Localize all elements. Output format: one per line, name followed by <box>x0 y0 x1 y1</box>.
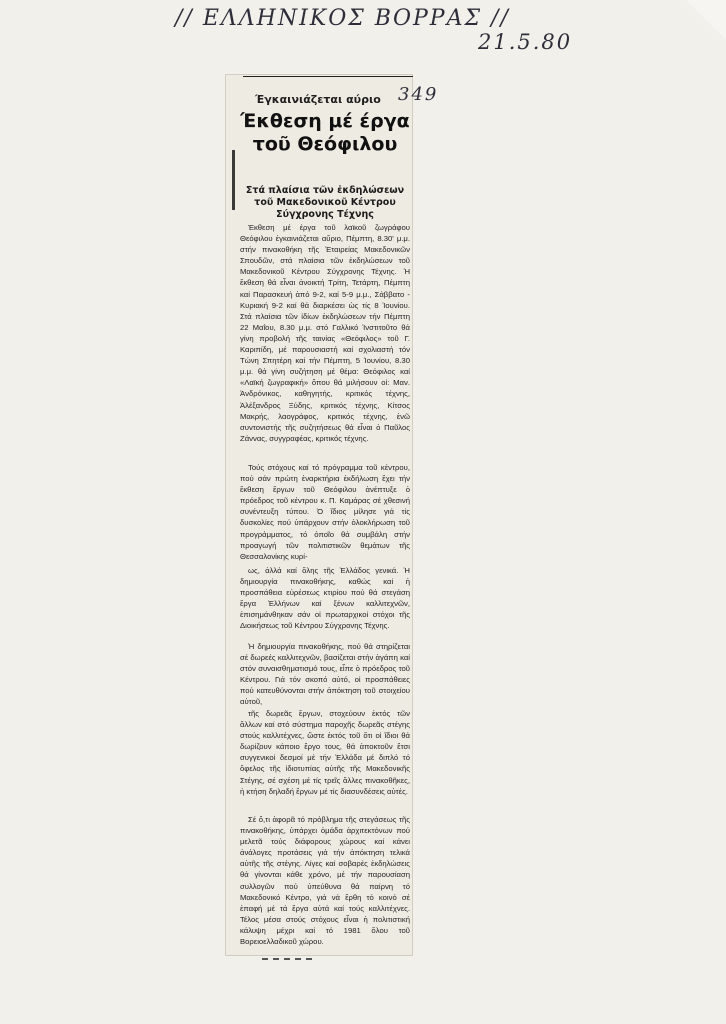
article-headline: Έκθεση μέ έργα τοῦ Θεόφιλου <box>240 110 410 155</box>
article-kicker: Έγκαινιάζεται αύριο <box>255 93 381 106</box>
article-subhead: Στά πλαίσια τῶν ἐκδηλώσεων τοῦ Μακεδονικοῦ Κέντρου Σύγχρονης Τέχνης <box>245 185 405 220</box>
article-paragraph: τῆς δωρεᾶς ἔργων, στοχεύουν ἐκτός τῶν ἄλλων καί στό σύστημα παροχῆς δωρεᾶς στέγης στούς καλλιτέχνες, ὥστε ἐκτός τοῦ ὅτι οἱ ἴδιοι θά δωρίζουν κάποιο ἔργο τους, θά ἀποκτοῦν ἔτσι συγγενικοί δεσμοί μέ τήν Ἑλλάδα μέ διπλό τό ὄφελος τῆς ἰδιοτυπίας αὐτῆς τῆς Μακεδονικῆς Στέγης, σέ σχέση μέ τίς τρεῖς ἄλλες πινακοθῆκες, ἡ κτήση δηλαδή ἔργων μέ τίς διασυνδέσεις αὐτές. <box>240 709 410 796</box>
handwritten-date: 21.5.80 <box>478 30 573 54</box>
clipping-top-rule <box>243 76 413 77</box>
article-paragraph: Ἡ δημιουργία πινακοθήκης, πού θά στηρίζεται σέ δωρεές καλλιτεχνῶν, βασίζεται στήν ἀγάπη καί στόν συναισθηματισμό τους, εἶπε ὁ πρόεδρος τοῦ Κέντρου. Γιά τόν σκοπό αὐτό, οἱ προσπάθειες πού κατευθύνονται στήν ἀπόκτηση τοῦ στοιχείου αὐτοῦ, <box>240 642 410 707</box>
article-paragraph: Σέ ὅ,τι ἀφορᾶ τό πρόβλημα τῆς στεγάσεως τῆς πινακοθήκης, ὑπάρχει ὁμάδα ἀρχιτεκτόνων πού μελετᾶ τούς διάφορους χώρους καί κάνει ἀνάλογες προτάσεις γιά τήν ἀπόκτηση τελικά αὐτῆς τῆς στέγης. Λίγες καί σοβαρές ἐκδηλώσεις θά γίνονται κάθε χρόνο, μέ τήν παρουσίαση συλλογῶν πού ὑπεύθυνα θά παίρνη τό Μακεδονικό Κέντρο, γιά νά ἔρθη τό κοινό σέ ἐπαφή μέ τά ἔργα αὐτά καί τούς καλλιτέχνες. Τέλος μέσα στούς στόχους εἶναι ἡ πολιτιστική κάλυψη μέχρι καί τό 1981 ὅλου τοῦ Βορειοελλαδικοῦ χώρου. <box>240 815 410 947</box>
clipping-side-rule <box>232 150 235 210</box>
article-paragraph: Έκθεση μέ έργα τοῦ λαϊκοῦ ζωγράφου Θεόφιλου ἐγκαινιάζεται αὔριο, Πέμπτη, 8.30' μ.μ. στήν πινακοθήκη τῆς Ἑταιρείας Μακεδονικῶν Σπουδῶν, στά πλαίσια τῶν ἐκδηλώσεων τοῦ Μακεδονικοῦ Κέντρου Σύγχρονης Τέχνης. Ἡ ἔκθεση θά εἶναι ἀνοικτή Τρίτη, Τετάρτη, Πέμπτη καί Παρασκευή ἀπό 9-2, καί 5-9 μ.μ., Σάββατο - Κυριακή 9-2 καί θά διαρκέσει ὡς τίς 8 Ἰουνίου. Στά πλαίσια τῶν ἰδίων ἐκδηλώσεων τήν Πέμπτη 22 Μαΐου, 8.30 μ.μ. στό Γαλλικό Ἰνστιτοῦτο θά γίνη προβολή τῆς ταινίας «Θεόφιλος» τοῦ Γ. Καριπίδη, μέ παρουσιαστή καί σχολιαστή τόν Τώνη Σπητέρη καί τήν Πέμπτη, 5 Ἰουνίου, 8.30 μ.μ. θά γίνη συζήτηση μέ θέμα: Θεόφιλος καί «Λαϊκή ζωγραφική» ὅπου θά μιλήσουν οἱ: Μαν. Ἀνδρόνικος, καθηγητής, κριτικός τέχνης, Ἀλέξανδρος Ξύδης, κριτικός τέχνης, Κίτσος Μακρής, λαογράφος, κριτικός τέχνης, ἐνῶ συντονιστής τῆς συζητήσεως θά εἶναι ὁ Παῦλος Ζάννας, συγγραφέας, κριτικός τέχνης. <box>240 223 410 443</box>
article-paragraph: ως, ἀλλά καί ὅλης τῆς Ἑλλάδος γενικά. Ἡ δημιουργία πινακοθήκης, καθώς καί ἡ προσπάθεια εὑρέσεως κτιρίου πού θά στεγάση ἔργα Ἑλλήνων καί ξένων καλλιτεχνῶν, ἐπισημάνθηκαν σάν οἱ πρωταρχικοί στόχοι τῆς Διοικήσεως τοῦ Κέντρου Σύγχρονης Τέχνης. <box>240 566 410 631</box>
folded-corner <box>686 0 726 40</box>
article-paragraph: Τούς στόχους καί τό πρόγραμμα τοῦ κέντρου, πού σάν πρώτη ἐναρκτήρια ἐκδήλωση ἔχει τήν ἔκθεση ἔργων τοῦ Θεόφιλου ἀνέπτυξε ὁ πρόεδρος τοῦ κέντρου κ. Π. Καμάρας σέ χθεσινή συνέντευξη τύπου. Ὁ ἴδιος μίλησε γιά τίς δυσκολίες πού ὑπάρχουν στήν ὁλοκλήρωση τοῦ προγράμματος, τό ὁποῖο θά συμβάλη στήν προαγωγή τῶν πολιτιστικῶν θεμάτων τῆς Θεσσαλονίκης κυρί- <box>240 463 410 561</box>
handwritten-number: 349 <box>398 84 439 105</box>
clipping-cut-edge <box>262 945 352 953</box>
handwritten-newspaper-name: // ΕΛΛΗΝΙΚΟΣ ΒΟΡΡΑΣ // <box>175 6 510 31</box>
